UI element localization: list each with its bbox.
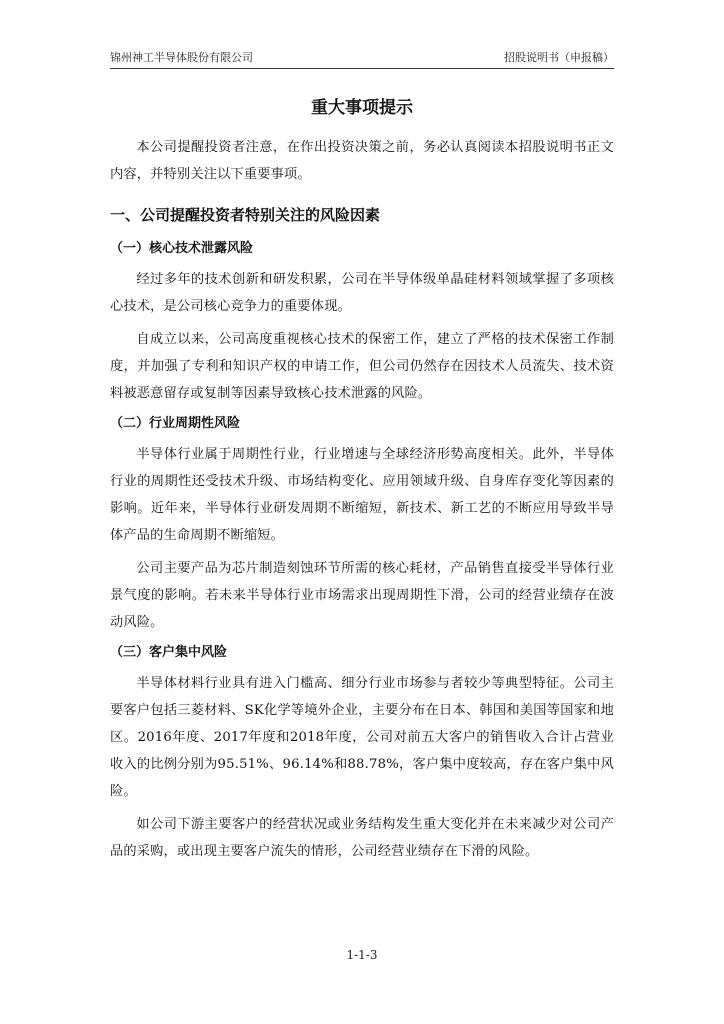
subsection-heading-customer-concentration: （三）客户集中风险 xyxy=(110,645,228,660)
paragraph: 半导体材料行业具有进入门槛高、细分行业市场参与者较少等典型特征。公司主要客户包括三菱材料、SK化学等境外企业，主要分布在日本、韩国和美国等国家和地区。2016年度、2017年度和2018年度，公司对前五大客户的销售收入合计占营业收入的比例分别为95.51%、96.14%和88.78%，客户集中度较高，存在客户集中风险。 xyxy=(110,676,614,799)
page-title: 重大事项提示 xyxy=(311,98,413,118)
paragraph: 经过多年的技术创新和研发积累，公司在半导体级单晶硅材料领域掌握了多项核心技术，是公司核心竞争力的重要体现。 xyxy=(110,272,614,314)
intro-paragraph: 本公司提醒投资者注意，在作出投资决策之前，务必认真阅读本招股说明书正文内容，并特别关注以下重要事项。 xyxy=(110,140,614,182)
subsection-heading-tech-leak: （一）核心技术泄露风险 xyxy=(110,241,254,256)
document-body xyxy=(110,94,614,871)
page-number: 1-1-3 xyxy=(346,948,378,962)
section-heading: 一、公司提醒投资者特别关注的风险因素 xyxy=(110,206,381,224)
paragraph: 公司主要产品为芯片制造刻蚀环节所需的核心耗材，产品销售直接受半导体行业景气度的影响。若未来半导体行业市场需求出现周期性下滑，公司的经营业绩存在波动风险。 xyxy=(110,561,614,630)
paragraph: 半导体行业属于周期性行业，行业增速与全球经济形势高度相关。此外，半导体行业的周期性还受技术升级、市场结构变化、应用领域升级、自身库存变化等因素的影响。近年来，半导体行业研发周期不断缩短，新技术、新工艺的不断应用导致半导体产品的生命周期不断缩短。 xyxy=(110,447,614,543)
page-header xyxy=(110,50,614,69)
subsection-heading-cyclicality: （二）行业周期性风险 xyxy=(110,416,241,431)
paragraph: 自成立以来，公司高度重视核心技术的保密工作，建立了严格的技术保密工作制度，并加强了专利和知识产权的申请工作，但公司仍然存在因技术人员流失、技术资料被恶意留存或复制等因素导致核心技术泄露的风险。 xyxy=(110,332,614,401)
header-document-type: 招股说明书（申报稿） xyxy=(504,51,614,64)
header-company-name: 锦州神工半导体股份有限公司 xyxy=(110,51,253,64)
paragraph: 如公司下游主要客户的经营状况或业务结构发生重大变化并在未来减少对公司产品的采购，或出现主要客户流失的情形，公司经营业绩存在下滑的风险。 xyxy=(110,817,614,859)
